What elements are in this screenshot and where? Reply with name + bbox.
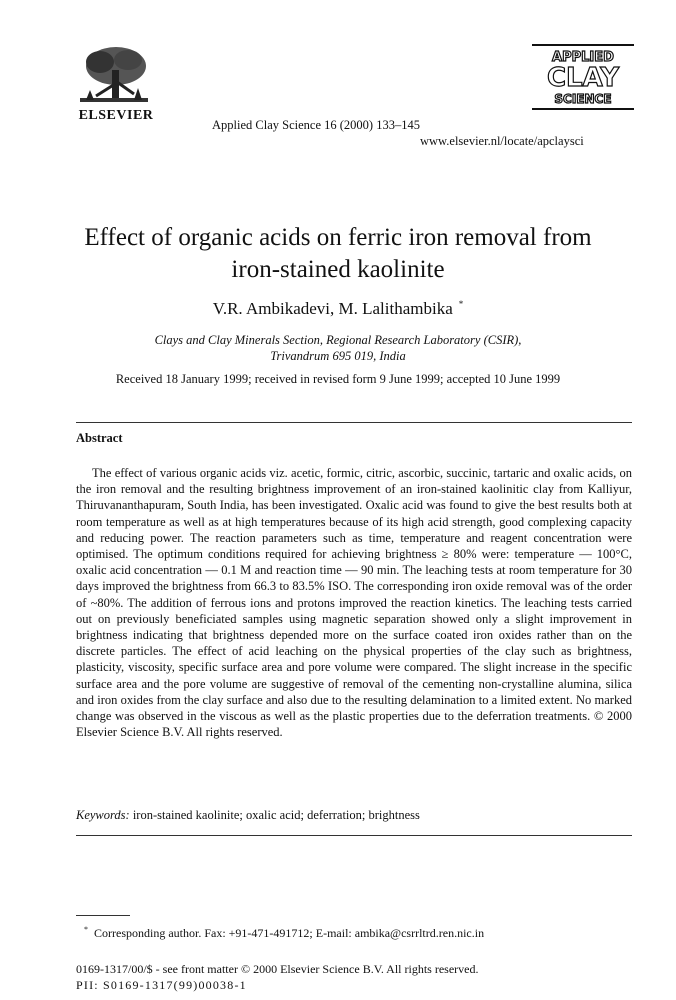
abstract-heading: Abstract xyxy=(76,431,123,445)
affiliation-line-2: Trivandrum 695 019, India xyxy=(270,349,406,363)
footnote-rule xyxy=(76,915,130,916)
divider-bottom xyxy=(76,835,632,836)
pii: PII: S0169-1317(99)00038-1 xyxy=(76,978,247,992)
title-line-2: iron-stained kaolinite xyxy=(231,256,445,283)
abstract-body: The effect of various organic acids viz. acetic, formic, citric, ascorbic, succinic, tartaric and oxalic acids, on the iron removal and the resulting brightness improvement of an iron-stained kaolinitic clay from Kalliyur, Thiruvananthapuram, South India, has been investigated. Oxalic acid was found to give the best results both at room temperature as well as at high temperatures because of its high acid strength, good complexing capacity and reducing power. The reaction parameters such as time, temperature and reagent concentration were optimised. The optimum conditions required for achieving brightness ≥ 80% were: temperature — 100°C, oxalic acid concentration — 0.1 M and reaction time — 90 min. The leaching tests at room temperature for 30 days improved the brightness from 66.3 to 83.5% ISO. The corresponding iron oxide removal was of the order of ~80%. The addition of ferrous ions and protons improved the reaction kinetics. The leaching tests carried out on previously beneficiated samples using magnetic separation showed only a slight improvement in brightness indicating that brightness depended more on the surface coated iron oxides rather than on the discrete particles. The effect of acid leaching on the physical properties of the clay such as brightness, plasticity, viscosity, specific surface area and pore volume were compared. The slight increase in the specific surface area and the pore volume are suggestive of removal of the cementing non-crystalline alumina, silica and iron oxides from the clay surface and also due to the resulting delamination to a limited extent. No marked change was observed in the viscous as well as the plastic properties due to the deferration treatments. © 2000 Elsevier Science B.V. All rights reserved. xyxy=(76,466,632,740)
logo-word-science: SCIENCE xyxy=(554,92,612,106)
footnote-mark: * xyxy=(84,925,88,934)
footnote xyxy=(84,925,484,941)
journal-url[interactable]: www.elsevier.nl/locate/apclaysci xyxy=(420,134,584,148)
journal-citation: Applied Clay Science 16 (2000) 133–145 xyxy=(212,118,420,132)
keywords xyxy=(76,808,632,823)
affiliation xyxy=(40,332,636,364)
keywords-text: iron-stained kaolinite; oxalic acid; deferration; brightness xyxy=(132,808,420,822)
divider-top xyxy=(76,422,632,423)
logo-word-clay: CLAY xyxy=(546,63,620,93)
paper-title xyxy=(40,222,636,286)
received-dates: Received 18 January 1999; received in revised form 9 June 1999; accepted 10 June 1999 xyxy=(115,372,561,386)
logo-word-applied: APPLIED xyxy=(552,50,614,65)
author-names: V.R. Ambikadevi, M. Lalithambika xyxy=(212,299,453,318)
applied-clay-science-logo xyxy=(532,44,634,110)
footnote-text: Corresponding author. Fax: +91-471-491712; E-mail: ambika@csrrltrd.ren.nic.in xyxy=(94,926,485,940)
title-line-1: Effect of organic acids on ferric iron removal from xyxy=(84,224,592,251)
publisher-name: ELSEVIER xyxy=(78,108,154,123)
keywords-label: Keywords: xyxy=(76,808,130,822)
corresponding-author-mark[interactable]: * xyxy=(458,299,464,310)
authors xyxy=(40,299,636,319)
affiliation-line-1: Clays and Clay Minerals Section, Regional Research Laboratory (CSIR), xyxy=(154,333,522,347)
front-matter: 0169-1317/00/$ - see front matter © 2000 Elsevier Science B.V. All rights reserved. xyxy=(76,962,479,976)
